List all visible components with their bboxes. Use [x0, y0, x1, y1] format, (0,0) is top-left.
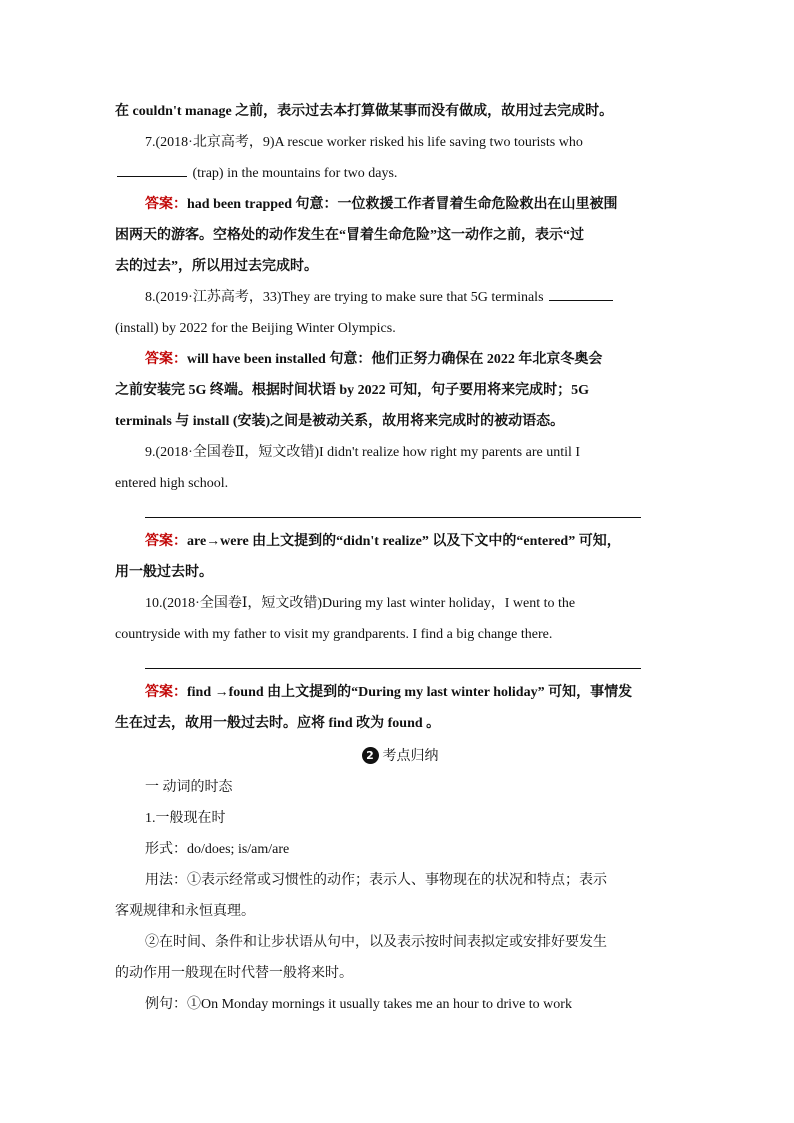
- answer-blank-line: [145, 517, 641, 518]
- section-number-badge: 2: [362, 747, 379, 764]
- section-heading: [115, 741, 685, 772]
- answer-label: 答案：: [145, 534, 187, 549]
- answer-10-line-2: 生在过去，故用一般过去时。应将 find 改为 found 。: [115, 716, 441, 731]
- form-line: 形式：do/does; is/am/are: [145, 842, 290, 857]
- answer-7-line-2: 困两天的游客。空格处的动作发生在“冒着生命危险”这一动作之前，表示“过: [115, 228, 584, 243]
- heading-simple-present: 1.一般现在时: [145, 811, 226, 826]
- question-8: 8.(2019·江苏高考，33)They are trying to make sure that 5G terminals: [115, 282, 685, 313]
- answer-9-line-2: 用一般过去时。: [115, 565, 213, 580]
- fill-blank: [117, 162, 187, 177]
- usage-line-3: ②在时间、条件和让步状语从句中，以及表示按时间表拟定或安排好要发生: [145, 935, 607, 950]
- question-9-continued: entered high school.: [115, 476, 229, 491]
- answer-label: 答案：: [145, 685, 187, 700]
- answer-7: 答案：had been trapped 句意：一位救援工作者冒着生命危险救出在山里被围: [145, 197, 618, 212]
- usage-line-4: 的动作用一般现在时代替一般将来时。: [115, 966, 353, 981]
- answer-label: 答案：: [145, 197, 187, 212]
- answer-9: 答案：are→were 由上文提到的“didn't realize” 以及下文中的“entered” 可知，: [145, 534, 621, 549]
- answer-label: 答案：: [145, 352, 187, 367]
- question-8-continued: (install) by 2022 for the Beijing Winter Olympics.: [115, 321, 396, 336]
- answer-blank-line: [145, 668, 641, 669]
- usage-line-1: 用法：①表示经常或习惯性的动作；表示人、事物现在的状况和特点；表示: [145, 873, 607, 888]
- question-7: 7.(2018·北京高考，9)A rescue worker risked his life saving two tourists who: [145, 135, 583, 150]
- answer-10: 答案：find →found 由上文提到的“During my last winter holiday” 可知，事情发: [145, 685, 633, 700]
- answer-8: 答案：will have been installed 句意：他们正努力确保在 2022 年北京冬奥会: [145, 352, 603, 367]
- question-10-continued: countryside with my father to visit my grandparents. I find a big change there.: [115, 627, 553, 642]
- answer-8-line-2: 之前安装完 5G 终端。根据时间状语 by 2022 可知，句子要用将来完成时；5G: [115, 383, 590, 398]
- paragraph-line: 在 couldn't manage 之前，表示过去本打算做某事而没有做成，故用过去完成时。: [115, 104, 614, 119]
- question-10: 10.(2018·全国卷Ⅰ，短文改错)During my last winter holiday，I went to the: [145, 596, 576, 611]
- usage-line-2: 客观规律和永恒真理。: [115, 904, 255, 919]
- question-7-continued: (trap) in the mountains for two days.: [115, 158, 685, 189]
- answer-7-line-3: 去的过去”，所以用过去完成时。: [115, 259, 318, 274]
- document-page: [115, 96, 685, 1020]
- section-title: 考点归纳: [382, 749, 439, 764]
- example-line: 例句：①On Monday mornings it usually takes me an hour to drive to work: [145, 997, 572, 1012]
- question-9: 9.(2018·全国卷Ⅱ，短文改错)I didn't realize how right my parents are until I: [145, 445, 581, 460]
- fill-blank: [549, 286, 613, 301]
- heading-verb-tenses: 一 动词的时态: [145, 780, 233, 795]
- answer-8-line-3: terminals 与 install (安装)之间是被动关系，故用将来完成时的被动语态。: [115, 414, 565, 429]
